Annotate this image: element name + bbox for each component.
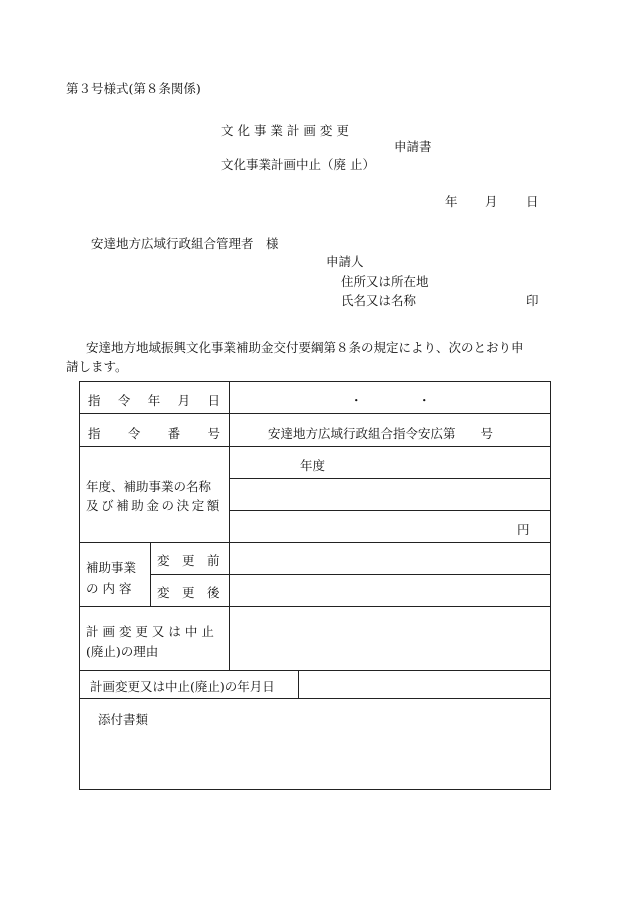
order-number-value: 安達地方広域行政組合指令安広第 号 <box>268 426 494 441</box>
order-date-label: 指 令 年 月 日 <box>88 393 220 408</box>
seal-mark: 印 <box>526 293 539 308</box>
body-text-line2: 請します。 <box>66 359 128 374</box>
order-date-dot-1: ・ <box>350 393 363 408</box>
reason-label-line1: 計 画 変 更 又 は 中 止 <box>86 624 214 639</box>
order-date-dot-2: ・ <box>418 393 431 408</box>
content-label-line2: の 内 容 <box>86 581 132 596</box>
content-label-line1: 補助事業 <box>86 560 137 575</box>
addressee: 安達地方広域行政組合管理者 様 <box>91 236 279 251</box>
content-before-label: 変 更 前 <box>157 553 220 568</box>
project-label-line2: 及び補助金の決定額 <box>86 498 222 513</box>
order-number-label: 指 令 番 号 <box>88 426 220 441</box>
reason-label-line2: (廃止)の理由 <box>86 644 159 659</box>
project-label-line1: 年度、補助事業の名称 <box>86 479 212 494</box>
title-line-cancel: 文化事業計画中止（廃 止） <box>221 157 375 172</box>
date-month-label: 月 <box>485 194 498 209</box>
applicant-label: 申請人 <box>326 254 364 269</box>
project-amount-yen: 円 <box>517 522 530 537</box>
title-line-change: 文 化 事 業 計 画 変 更 <box>221 123 349 138</box>
title-line-application: 申請書 <box>394 139 432 154</box>
content-after-label: 変 更 後 <box>157 585 220 600</box>
applicant-name-label: 氏名又は名称 <box>341 293 417 308</box>
change-date-label: 計画変更又は中止(廃止)の年月日 <box>90 679 275 694</box>
body-text-line1: 安達地方地域振興文化事業補助金交付要綱第８条の規定により、次のとおり申 <box>86 340 524 355</box>
form-number: 第３号様式(第８条関係) <box>66 81 201 96</box>
date-day-label: 日 <box>526 194 539 209</box>
date-year-label: 年 <box>445 194 458 209</box>
attachments-label: 添付書類 <box>98 712 149 727</box>
project-year-text: 年度 <box>300 458 326 473</box>
application-table <box>79 381 551 790</box>
applicant-address-label: 住所又は所在地 <box>341 274 429 289</box>
